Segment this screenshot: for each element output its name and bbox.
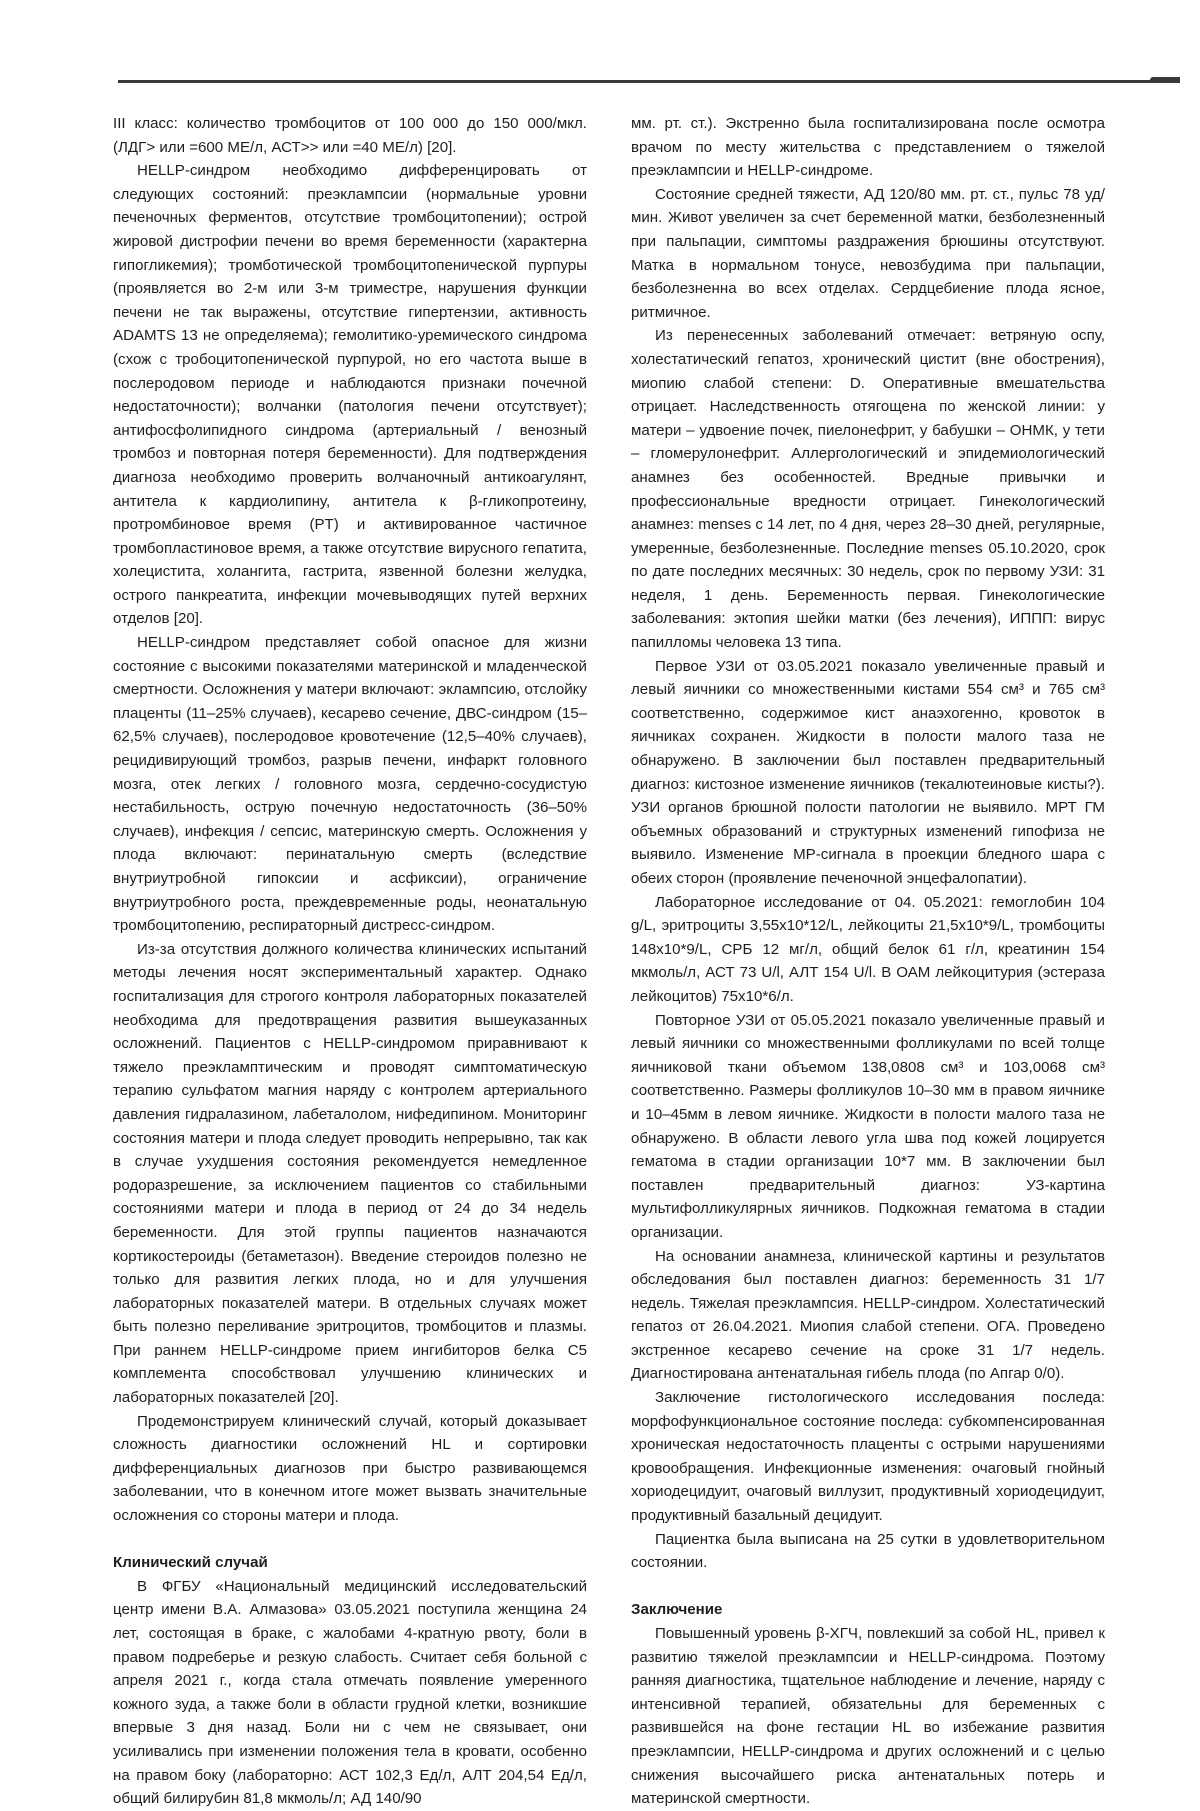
section-heading-clinical-case: Клинический случай xyxy=(113,1554,268,1572)
paragraph: мм. рт. ст.). Экстренно была госпитализирована после осмотра врачом по месту жительства с представлением о тяжелой преэклампсии и HELLP-синдроме. xyxy=(631,115,1105,180)
right-column xyxy=(631,112,1105,1811)
header-rule xyxy=(118,80,1180,83)
section-heading-conclusion: Заключение xyxy=(631,1601,723,1619)
paragraph: Повторное УЗИ от 05.05.2021 показало увеличенные правый и левый яичники со множественными фолликулами по всей толще яичниковой ткани объемом 138,0808 см³ и 103,0068 см³ соответственно. Размеры фолликулов 10–30 мм в правом яичнике и 10–45мм в левом яичнике. Жидкости в полости малого таза не обнаружено. В области левого угла шва под кожей лоцируется гематома в стадии организации 10*7 мм. В заключении был поставлен предварительный диагноз: УЗ-картина мультифолликулярных яичников. Подкожная гематома в стадии организации. xyxy=(631,1011,1105,1241)
paragraph: HELLP-синдром необходимо дифференцировать от следующих состояний: преэклампсии (нормальные уровни печеночных ферментов, отсутствие тромбоцитопении); острой жировой дистрофии печени во время беременности (характерна гипогликемия); тромботической тромбоцитопенической пурпуры (проявляется во 2-м или 3-м триместре, нарушения функции печени не так выражены, отсутствие гипертензии, активность ADAMTS 13 не определяема); гемолитико-уремического синдрома (схож с тробоцитопенической пурпурой, но его частота выше в послеродовом периоде и наблюдаются признаки почечной недостаточности); волчанки (патология печени отсутствует); антифосфолипидного синдрома (артериальный / венозный тромбоз и повторная потеря беременности). Для подтверждения диагноза необходимо проверить волчаночный антикоагулянт, антитела к кардиолипину, антитела к β-гликопротеину, протромбиновое время (PT) и активированное частичное тромбопластиновое время, а также отсутствие вирусного гепатита, холецистита, холангита, гастрита, язвенной болезни желудка, острого панкреатита, инфекции мочевыводящих путей верхних отделов [20]. xyxy=(113,162,587,628)
paragraph: III класс: количество тромбоцитов от 100 000 до 150 000/мкл. (ЛДГ> или =600 МЕ/л, АСТ>> или =40 МЕ/л) [20]. xyxy=(113,115,587,156)
paragraph: Лабораторное исследование от 04. 05.2021: гемоглобин 104 g/L, эритроциты 3,55x10*12/L, лейкоциты 21,5x10*9/L, тромбоциты 148x10*9/L, СРБ 12 мг/л, общий белок 61 г/л, креатинин 154 мкмоль/л, АСТ 73 U/l, АЛТ 154 U/l. В ОАМ лейкоцитурия (эстераза лейкоцитов) 75x10*6/л. xyxy=(631,893,1105,1005)
left-column xyxy=(113,112,587,1811)
paragraph: Первое УЗИ от 03.05.2021 показало увеличенные правый и левый яичники со множественными кистами 554 см³ и 765 см³ соответственно, содержимое кист анаэхогенно, кровоток в яичниках сохранен. Жидкости в полости малого таза не обнаружено. В заключении был поставлен предварительный диагноз: кистозное изменение яичников (текалютеиновые кисты?). УЗИ органов брюшной полости патологии не выявило. МРТ ГМ объемных образований и структурных изменений гипофиза не выявило. Изменение МР-сигнала в проекции бледного шара с обеих сторон (проявление печеночной энцефалопатии). xyxy=(631,657,1105,887)
header-rule-tab xyxy=(1150,77,1180,83)
paragraph: Состояние средней тяжести, АД 120/80 мм. рт. ст., пульс 78 уд/мин. Живот увеличен за счет беременной матки, безболезненный при пальпации, симптомы раздражения брюшины отсутствуют. Матка в нормальном тонусе, невозбудима при пальпации, безболезненна во всех отделах. Сердцебиение плода ясное, ритмичное. xyxy=(631,185,1105,321)
paragraph: HELLP-синдром представляет собой опасное для жизни состояние с высокими показателями материнской и младенческой смертности. Осложнения у матери включают: эклампсию, отслойку плаценты (11–25% случаев), кесарево сечение, ДВС-синдром (15–62,5% случаев), послеродовое кровотечение (12,5–40% случаев), рецидивирующий тромбоз, разрыв печени, инфаркт головного мозга, отек легких / головного мозга, сердечно-сосудистую нестабильность, острую почечную недостаточность (36–50% случаев), инфекция / сепсис, материнскую смерть. Осложнения у плода включают: перинатальную смерть (вследствие внутриутробной гипоксии и асфиксии), ограничение внутриутробного роста, преждевременные роды, неонатальную тромбоцитопению, респираторный дистресс-синдром. xyxy=(113,634,587,935)
paragraph: Заключение гистологического исследования последа: морфофункциональное состояние последа: субкомпенсированная хроническая недостаточность плаценты с острыми нарушениями кровообращения. Инфекционные изменения: очаговый гнойный хориодецидуит, очаговый виллузит, продуктивный хориодецидуит, продуктивный базальный децидуит. xyxy=(631,1389,1105,1525)
paragraph: Из-за отсутствия должного количества клинических испытаний методы лечения носят экспериментальный характер. Однако госпитализация для строгого контроля лабораторных показателей необходима для предотвращения развития вышеуказанных осложнений. Пациентов с HELLP-синдромом приравнивают к тяжело преэкламптическим и проводят симптоматическую терапию сульфатом магния наряду с контролем артериального давления гидралазином, лабеталолом, нифедипином. Мониторинг состояния матери и плода следует проводить непрерывно, так как в случае ухудшения состояния рекомендуется немедленное родоразрешение, за исключением пациентов со стабильными состояниями матери и плода в период от 24 до 34 недель беременности. Для этой группы пациентов назначаются кортикостероиды (бетаметазон). Введение стероидов полезно не только для развития легких плода, но и для улучшения лабораторных показателей матери. В отдельных случаях может быть полезно переливание эритроцитов, тромбоцитов и плазмы. При раннем HELLP-синдроме прием ингибиторов белка C5 комплемента способствовал улучшению клинических и лабораторных показателей [20]. xyxy=(113,940,587,1407)
spacer xyxy=(631,1575,1105,1599)
spacer xyxy=(113,1528,587,1552)
paragraph: Повышенный уровень β-ХГЧ, повлекший за собой HL, привел к развитию тяжелой преэклампсии и HELLP-синдрома. Поэтому ранняя диагностика, тщательное наблюдение и лечение, наряду с интенсивной терапией, обязательны для беременных с развившейся на фоне гестации HL во избежание развития преэклампсии, HELLP-синдрома и других осложнений и с целью снижения высочайшего риска антенатальных потерь и материнской смертности. xyxy=(631,1625,1105,1808)
paragraph: Продемонстрируем клинический случай, который доказывает сложность диагностики осложнений HL и сортировки дифференциальных диагнозов при быстро развивающемся заболевании, что в конечном итоге может вызвать значительные осложнения со стороны матери и плода. xyxy=(113,1412,587,1525)
paragraph: Пациентка была выписана на 25 сутки в удовлетворительном состоянии. xyxy=(631,1530,1105,1572)
paragraph: На основании анамнеза, клинической картины и результатов обследования был поставлен диагноз: беременность 31 1/7 недель. Тяжелая преэклампсия. HELLP-синдром. Холестатический гепатоз от 26.04.2021. Миопия слабой степени. ОГА. Проведено экстренное кесарево сечение на сроке 31 1/7 недель. Диагностирована антенатальная гибель плода (по Апгар 0/0). xyxy=(631,1247,1105,1383)
paragraph: В ФГБУ «Национальный медицинский исследовательский центр имени В.А. Алмазова» 03.05.2021 поступила женщина 24 лет, состоящая в браке, с жалобами 4-кратную рвоту, боли в правом подреберье и резкую слабость. Считает себя больной с апреля 2021 г., когда стала отмечать появление умеренного кожного зуда, а также боли в области грудной клетки, возникшие впервые 3 дня назад. Боли ни с чем не связывает, они усиливались при изменении положения тела в кровати, особенно на правом боку (лабораторно: АСТ 102,3 Ед/л, АЛТ 204,54 Ед/л, общий билирубин 81,8 мкмоль/л; АД 140/90 xyxy=(113,1577,587,1808)
paragraph: Из перенесенных заболеваний отмечает: ветряную оспу, холестатический гепатоз, хронический цистит (вне обострения), миопию слабой степени: D. Оперативные вмешательства отрицает. Наследственность отягощена по женской линии: у матери – удвоение почек, пиелонефрит, у бабушки – ОНМК, у тети – гломерулонефрит. Аллергологический и эпидемиологический анамнез без особенностей. Вредные привычки и профессиональные вредности отрицает. Гинекологический анамнез: menses с 14 лет, по 4 дня, через 28–30 дней, регулярные, умеренные, безболезненные. Последние menses 05.10.2020, срок по дате последних месячных: 30 недель, срок по первому УЗИ: 31 неделя, 1 день. Беременность первая. Гинекологические заболевания: эктопия шейки матки (без лечения), ИППП: вирус папилломы человека 13 типа. xyxy=(631,327,1105,652)
